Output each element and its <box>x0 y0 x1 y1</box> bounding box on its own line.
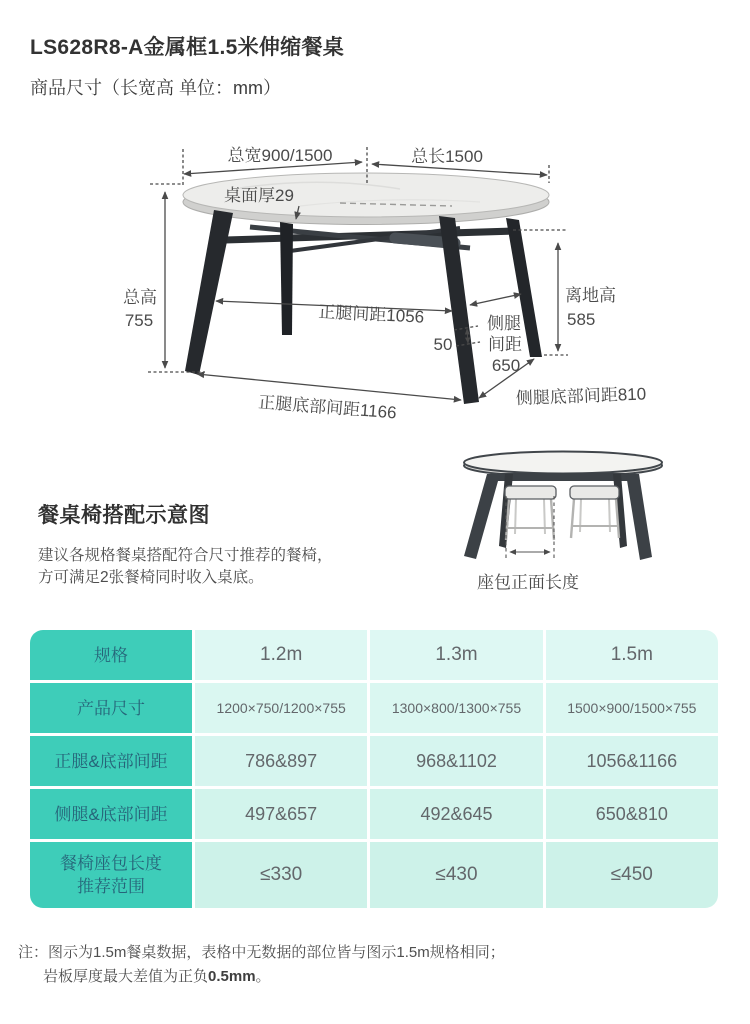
footnote-prefix: 注： <box>18 944 49 961</box>
side-leg-spacing-value: 650 <box>491 356 521 375</box>
table-dimension-diagram <box>0 130 750 600</box>
mini-frame <box>497 473 629 481</box>
front-left-leg <box>185 210 233 375</box>
pairing-section-heading: 餐桌椅搭配示意图 <box>38 504 210 527</box>
stool-2 <box>571 499 619 538</box>
total-height-label: 总高 <box>123 288 157 307</box>
spec-size-col-3: 1.5m <box>546 630 718 680</box>
page-title: LS628R8-A金属框1.5米伸缩餐桌 <box>30 36 345 59</box>
spec-value: 650&810 <box>546 789 718 839</box>
seat-range-label-line2: 推荐范围 <box>77 877 145 896</box>
spec-size-col-2: 1.3m <box>370 630 542 680</box>
spec-row-label-product-size: 产品尺寸 <box>30 683 192 733</box>
spec-table <box>30 630 718 908</box>
footnote-line1 <box>18 941 505 965</box>
spec-row-label-seat-range <box>30 842 192 908</box>
seat-range-label-line1: 餐椅座包长度 <box>60 854 162 873</box>
total-length-label: 总长1500 <box>411 147 483 166</box>
stool-2-seat <box>570 486 619 499</box>
footnote-tolerance-value: 0.5mm <box>208 968 256 985</box>
pairing-description-line1: 建议各规格餐桌搭配符合尺寸推荐的餐椅， <box>38 547 333 564</box>
footnotes <box>18 941 505 989</box>
spec-value: 968&1102 <box>370 736 542 786</box>
footnote-line1-text: 图示为1.5m餐桌数据，表格中无数据的部位皆与图示1.5m规格相同； <box>48 944 505 961</box>
spec-value: 1500×900/1500×755 <box>546 683 718 733</box>
ground-clearance-value: 585 <box>567 310 596 329</box>
spec-row-label-front-leg: 正腿&底部间距 <box>30 736 192 786</box>
leg-width-label: 50 <box>433 335 453 354</box>
spec-value: 786&897 <box>195 736 367 786</box>
spec-value: 1200×750/1200×755 <box>195 683 367 733</box>
spec-value: ≤430 <box>370 842 542 908</box>
side-leg-spacing-label-1: 侧腿 <box>487 314 521 333</box>
spec-corner-label: 规格 <box>30 630 192 680</box>
footnote-line2 <box>43 965 505 989</box>
front-leg-spacing-label: 正腿间距1056 <box>317 302 425 327</box>
ground-clearance-label: 离地高 <box>565 286 616 305</box>
pairing-description <box>38 545 333 589</box>
stool-1 <box>506 499 554 540</box>
spec-value: 1056&1166 <box>546 736 718 786</box>
top-thickness-label: 桌面厚29 <box>224 186 294 205</box>
spec-size-col-1: 1.2m <box>195 630 367 680</box>
front-leg-bottom-spacing-label: 正腿底部间距1166 <box>257 392 398 423</box>
spec-row-label-side-leg: 侧腿&底部间距 <box>30 789 192 839</box>
dimension-subtitle: 商品尺寸（长宽高 单位：mm） <box>30 78 281 98</box>
footnote-line2-text: 岩板厚度最大差值为正负 <box>43 968 209 985</box>
footnote-line2-end: 。 <box>255 968 271 985</box>
spec-value: ≤450 <box>546 842 718 908</box>
pairing-description-line2: 方可满足2张餐椅同时收入桌底。 <box>38 569 264 586</box>
spec-value: 492&645 <box>370 789 542 839</box>
total-height-value: 755 <box>124 311 154 330</box>
mini-front-right-leg <box>626 474 652 560</box>
chair-pairing-schematic <box>464 452 662 593</box>
spec-value: ≤330 <box>195 842 367 908</box>
mini-tabletop <box>464 452 662 474</box>
side-leg-spacing-label-2: 间距 <box>488 335 522 354</box>
stool-1-seat <box>505 486 556 499</box>
total-width-label: 总宽900/1500 <box>227 146 333 165</box>
seat-length-label: 座包正面长度 <box>477 573 579 592</box>
back-left-leg <box>280 222 293 335</box>
spec-value: 497&657 <box>195 789 367 839</box>
side-leg-bottom-spacing-label: 侧腿底部间距810 <box>515 384 647 408</box>
spec-value: 1300×800/1300×755 <box>370 683 542 733</box>
mini-front-left-leg <box>464 474 500 559</box>
